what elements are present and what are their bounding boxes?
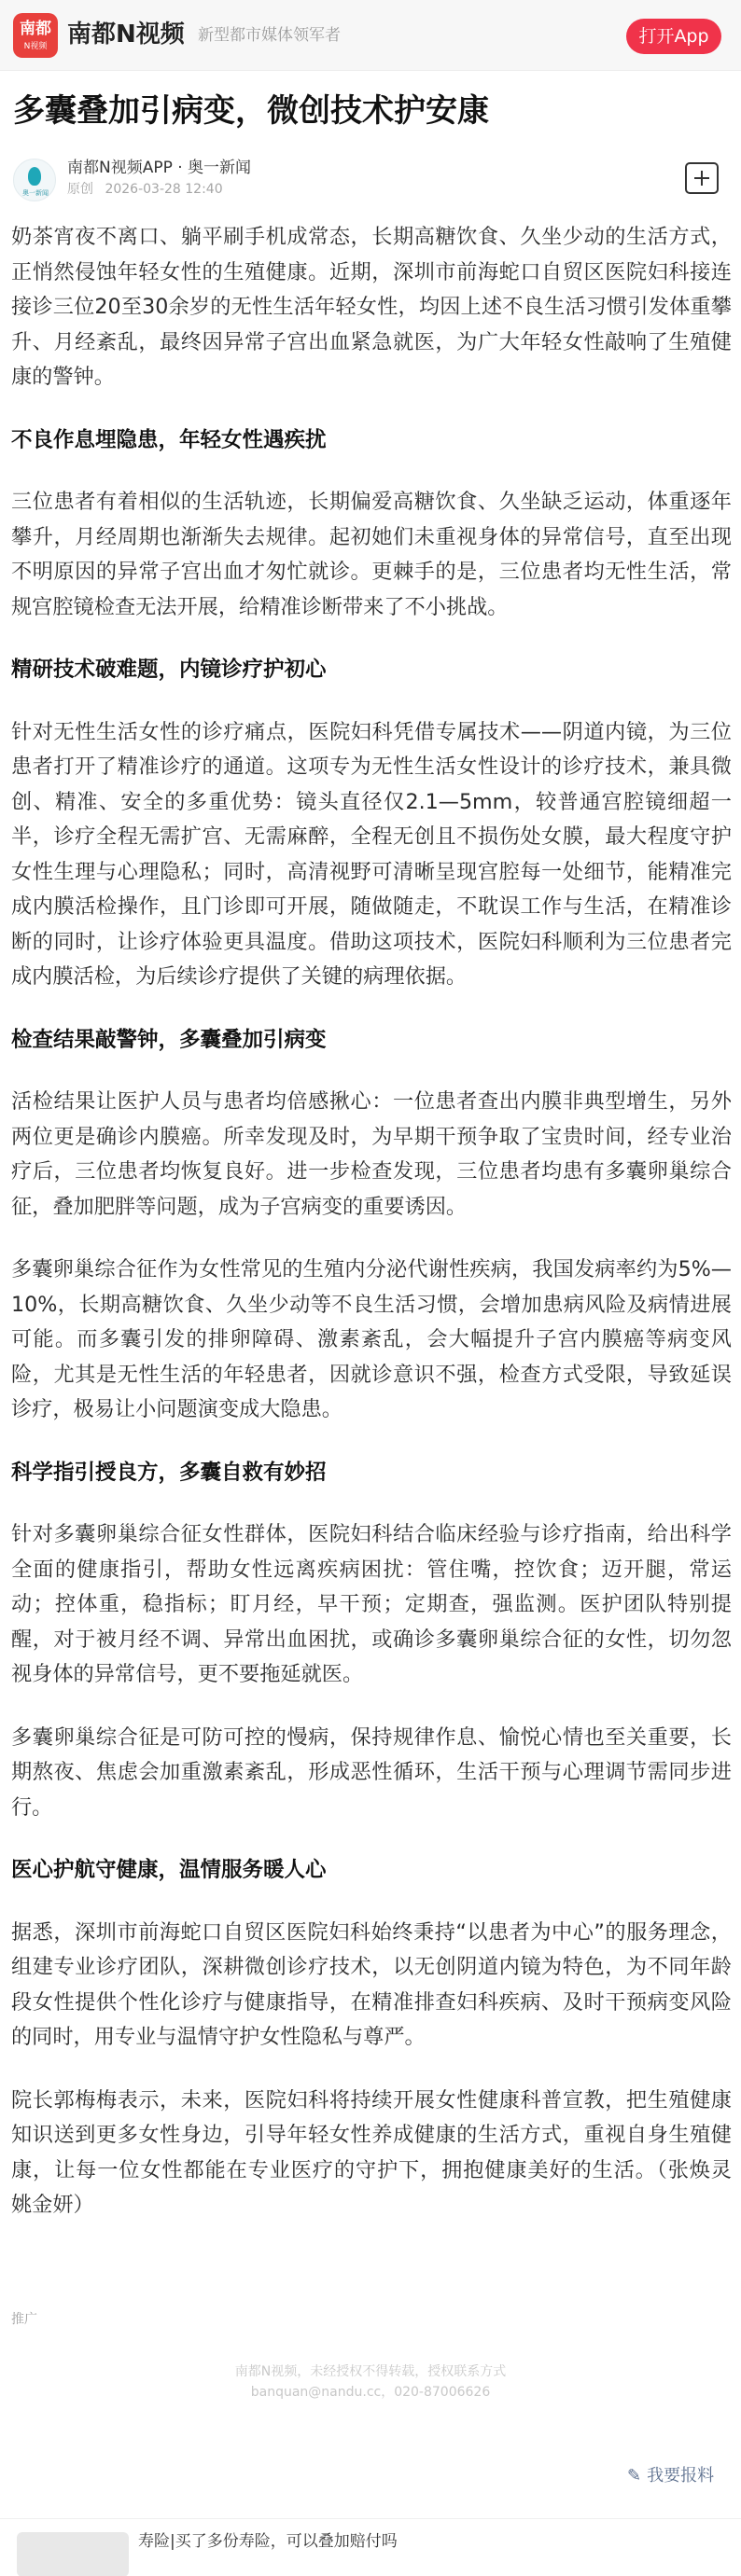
publish-datetime: 2026-03-28 12:40 [105, 182, 223, 197]
author-logo-icon [28, 167, 41, 186]
article-body [11, 220, 732, 2251]
ad-title: 寿险|买了多份寿险，可以叠加赔付吗 [138, 2532, 398, 2551]
article-paragraph: 活检结果让医护人员与患者均倍感揪心：一位患者查出内膜非典型增生，另外两位更是确诊内膜癌。所幸发现及时，为早期干预争取了宝贵时间，经专业治疗后，三位患者均恢复良好。进一步检查发现，三位患者均患有多囊卵巢综合征，叠加肥胖等问题，成为子宫病变的重要诱因。 [11, 1089, 732, 1219]
article-title: 多囊叠加引病变，微创技术护安康 [13, 92, 489, 130]
article-paragraph: 院长郭梅梅表示，未来，医院妇科将持续开展女性健康科普宣教，把生殖健康知识送到更多女性身边，引导年轻女性养成健康的生活方式，重视自身生殖健康，让每一位女性都能在专业医疗的守护下，拥抱健康美好的生活。（张焕灵 姚金妍） [11, 2087, 732, 2217]
article-paragraph: 针对多囊卵巢综合征女性群体，医院妇科结合临床经验与诊疗指南，给出科学全面的健康指引，帮助女性远离疾病困扰：管住嘴，控饮食；迈开腿，常运动；控体重，稳指标；盯月经，早干预；定期查，强监测。医护团队特别提醒，对于被月经不调、异常出血困扰，或确诊多囊卵巢综合征的女性，切勿忽视身体的异常信号，更不要拖延就医。 [11, 1522, 732, 1686]
article-paragraph: 针对无性生活女性的诊疗痛点，医院妇科凭借专属技术——阴道内镜，为三位患者打开了精准诊疗的通道。这项专为无性生活女性设计的诊疗技术，兼具微创、精准、安全的多重优势：镜头直径仅2.1—5mm，较普通宫腔镜细超一半，诊疗全程无需扩宫、无需麻醉，全程无创且不损伤处女膜，最大程度守护女性生理与心理隐私；同时，高清视野可清晰呈现宫腔每一处细节，能精准完成内膜活检操作，且门诊即可开展，随做随走，不耽误工作与生活，在精准诊断的同时，让诊疗体验更具温度。借助这项技术，医院妇科顺利为三位患者完成内膜活检，为后续诊疗提供了关键的病理依据。 [11, 719, 732, 989]
author-avatar-text: 奥一新闻 [22, 189, 49, 197]
recommended-ad-item[interactable] [0, 2518, 741, 2576]
source-label: 原创 [67, 182, 93, 197]
app-logo-sub-text: N视频 [23, 42, 48, 51]
section-heading: 不良作息埋隐患，年轻女性遇疾扰 [11, 427, 327, 452]
app-header-bar [0, 0, 741, 71]
app-logo[interactable] [13, 13, 58, 58]
section-heading: 科学指引授良方，多囊自救有妙招 [11, 1460, 327, 1485]
author-name[interactable]: 南都N视频APP · 奥一新闻 [67, 159, 252, 177]
app-logo-main-text: 南都 [20, 20, 51, 38]
ad-thumbnail [17, 2532, 129, 2576]
article-paragraph: 多囊卵巢综合征是可防可控的慢病，保持规律作息、愉悦心情也至关重要，长期熬夜、焦虑会加重激素紊乱，形成恶性循环，生活干预与心理调节需同步进行。 [11, 1724, 732, 1820]
pen-icon: ✎ [627, 2466, 642, 2486]
author-avatar[interactable] [13, 159, 56, 201]
copyright-notice [0, 2361, 741, 2403]
article-paragraph: 奶茶宵夜不离口、躺平刷手机成常态，长期高糖饮食、久坐少动的生活方式，正悄然侵蚀年轻女性的生殖健康。近期，深圳市前海蛇口自贸区医院妇科接连接诊三位20至30余岁的无性生活年轻女性，均因上述不良生活习惯引发体重攀升、月经紊乱，最终因异常子宫出血紧急就医，为广大年轻女性敲响了生殖健康的警钟。 [11, 225, 732, 389]
section-heading: 精研技术破难题，内镜诊疗护初心 [11, 658, 327, 682]
article-paragraph: 多囊卵巢综合征作为女性常见的生殖内分泌代谢性疾病，我国发病率约为5%—10%，长期高糖饮食、久坐少动等不良生活习惯，会增加患病风险及病情进展可能。而多囊引发的排卵障碍、激素紊乱，会大幅提升子宫内膜癌等病变风险，尤其是无性生活的年轻患者，因就诊意识不强，检查方式受限，导致延误诊疗，极易让小问题演变成大隐患。 [11, 1257, 732, 1421]
open-app-button[interactable]: 打开App [626, 19, 721, 54]
author-meta [67, 180, 231, 199]
report-news-label: 我要报料 [647, 2466, 715, 2486]
copyright-line-2: banquan@nandu.cc，020-87006626 [250, 2385, 491, 2400]
app-name: 南都N视频 [67, 21, 185, 48]
article-paragraph: 三位患者有着相似的生活轨迹，长期偏爱高糖饮食、久坐缺乏运动，体重逐年攀升，月经周期也渐渐失去规律。起初她们未重视身体的异常信号，直至出现不明原因的异常子宫出血才匆忙就诊。更棘手的是，三位患者均无性生活，常规宫腔镜检查无法开展，给精准诊断带来了不小挑战。 [11, 490, 732, 619]
article-paragraph: 据悉，深圳市前海蛇口自贸区医院妇科始终秉持“以患者为中心”的服务理念，组建专业诊疗团队，深耕微创诊疗技术，以无创阴道内镜为特色，为不同年龄段女性提供个性化诊疗与健康指导，在精准排查妇科疾病、及时干预病变风险的同时，用专业与温情守护女性隐私与尊严。 [11, 1919, 732, 2049]
app-slogan: 新型都市媒体领军者 [198, 26, 341, 45]
section-heading: 医心护航守健康，温情服务暖人心 [11, 1858, 327, 1882]
copyright-line-1: 南都N视频，未经授权不得转载，授权联系方式 [234, 2364, 507, 2379]
report-news-link[interactable] [627, 2465, 714, 2487]
promotion-label: 推广 [11, 2312, 37, 2327]
follow-plus-icon[interactable] [685, 162, 719, 194]
section-heading: 检查结果敲警钟，多囊叠加引病变 [11, 1027, 327, 1052]
